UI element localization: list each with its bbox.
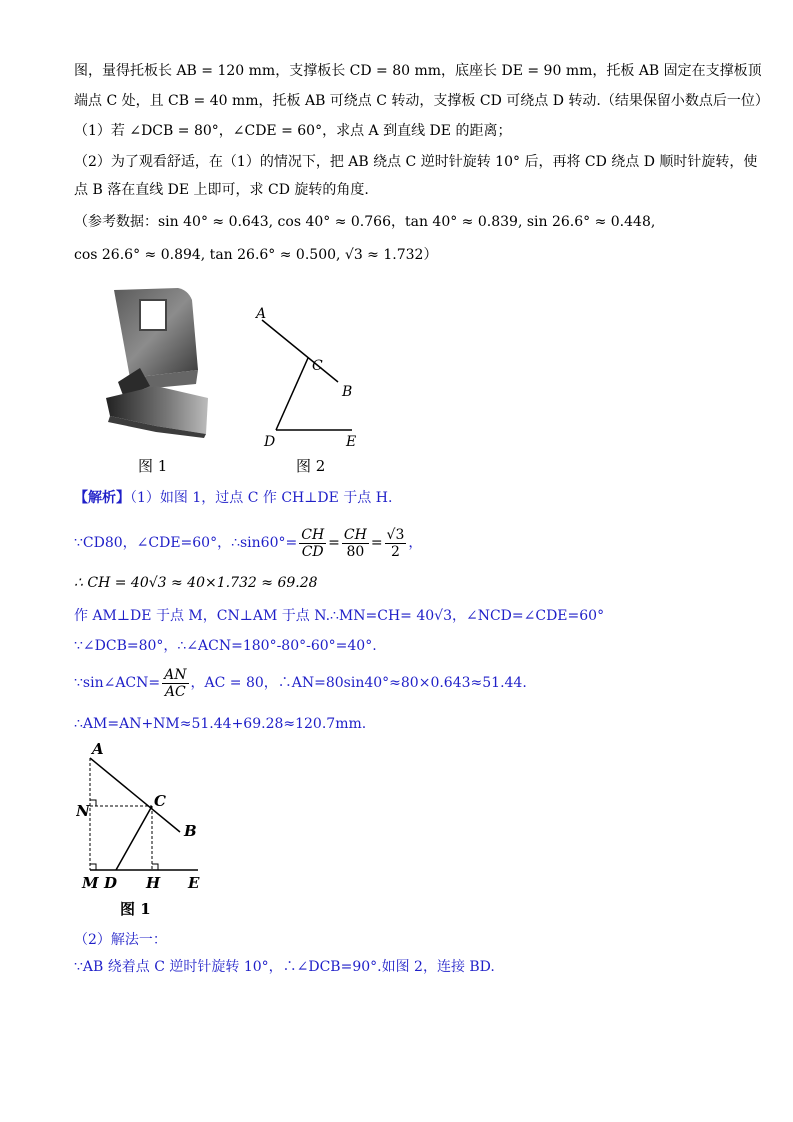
- solution-step-5: ∵∠DCB=80°，∴∠ACN=180°-80°-60°=40°.: [74, 638, 377, 654]
- fig3-label-n: N: [76, 802, 90, 820]
- fig3-label-c: C: [154, 792, 166, 810]
- fraction-an-ac: [162, 667, 188, 700]
- fraction-denominator: 2: [391, 543, 400, 560]
- fig2-label-d: D: [264, 434, 276, 450]
- question-1: （1）若 ∠DCB = 80°，∠CDE = 60°，求点 A 到直线 DE 的距离；: [74, 123, 512, 139]
- problem-line-2: 端点 C 处，且 CB = 40 mm，托板 AB 可绕点 C 转动，支撑板 CD 可绕点 D 转动.（结果保留小数点后一位）: [74, 93, 769, 109]
- solution-step-9: ∵AB 绕着点 C 逆时针旋转 10°，∴∠DCB=90°.如图 2，连接 BD.: [74, 959, 495, 975]
- fig2-label-a: A: [256, 306, 267, 322]
- fig3-label-e: E: [188, 874, 200, 892]
- fraction-numerator: √3: [386, 526, 405, 543]
- reference-data-line-2: cos 26.6° ≈ 0.894, tan 26.6° ≈ 0.500, √3 ≈ 1.732）: [74, 247, 438, 263]
- solution-step-8: （2）解法一：: [74, 932, 167, 948]
- solution-tag: 【解析】: [74, 490, 130, 506]
- solution-figure-1: [76, 740, 216, 920]
- reference-data-line-1: （参考数据：sin 40° ≈ 0.643, cos 40° ≈ 0.766，tan 40° ≈ 0.839, sin 26.6° ≈ 0.448,: [74, 214, 656, 230]
- fig2-label-b: B: [342, 384, 353, 400]
- solution-step-6: [74, 664, 527, 704]
- solution-step-6-text: ∵sin∠ACN=: [74, 675, 161, 691]
- geometry-figure-2: [250, 302, 370, 452]
- fig2-caption: 图 2: [296, 457, 326, 475]
- question-2-line-2: 点 B 落在直线 DE 上即可，求 CD 旋转的角度.: [74, 182, 369, 198]
- phone-stand-photo: [96, 286, 216, 442]
- fraction-numerator: CH: [301, 526, 325, 543]
- question-2-line-1: （2）为了观看舒适，在（1）的情况下，把 AB 绕点 C 逆时针旋转 10° 后，再将 CD 绕点 D 顺时针旋转，使: [74, 154, 758, 170]
- fig3-label-a: A: [92, 740, 104, 758]
- fig2-label-c: C: [312, 358, 323, 374]
- fraction-denominator: AC: [164, 683, 186, 700]
- fraction-numerator: AN: [164, 666, 187, 683]
- fraction-denominator: 80: [346, 543, 365, 560]
- solution-step-1-text: （1）如图 1，过点 C 作 CH⊥DE 于点 H.: [130, 490, 393, 506]
- fig3-label-b: B: [184, 822, 197, 840]
- solution-step-3: ∴ CH = 40√3 ≈ 40×1.732 ≈ 69.28: [74, 575, 318, 591]
- fig2-label-e: E: [346, 434, 357, 450]
- fraction-numerator: CH: [343, 526, 367, 543]
- fig3-label-d: D: [104, 874, 118, 892]
- solution-step-6-rest: ，AC = 80，∴AN=80sin40°≈80×0.643≈51.44.: [190, 675, 527, 691]
- equals-sign: =: [328, 535, 340, 551]
- equals-sign: =: [370, 535, 383, 551]
- solution-step-7: ∴AM=AN+NM≈51.44+69.28≈120.7mm.: [74, 716, 367, 732]
- fig3-caption: 图 1: [120, 900, 151, 918]
- solution-step-1: [74, 488, 392, 508]
- fraction-ch-cd: [299, 527, 326, 560]
- fraction-denominator: CD: [301, 543, 324, 560]
- solution-step-2-text: ∵CD80，∠CDE=60°，∴sin60°=: [74, 535, 298, 551]
- fig3-label-h: H: [146, 874, 161, 892]
- comma: ，: [408, 535, 423, 551]
- fraction-ch-80: [342, 527, 369, 560]
- solution-step-2: [74, 524, 422, 564]
- problem-line-1: 图，量得托板长 AB = 120 mm，支撑板长 CD = 80 mm，底座长 DE = 90 mm，托板 AB 固定在支撑板顶: [74, 63, 762, 79]
- fig3-label-m: M: [82, 874, 99, 892]
- fraction-sqrt3-2: [385, 527, 407, 560]
- fig1-caption: 图 1: [138, 457, 168, 475]
- solution-step-4: 作 AM⊥DE 于点 M，CN⊥AM 于点 N.∴MN=CH= 40√3，∠NCD=∠CDE=60°: [74, 608, 605, 624]
